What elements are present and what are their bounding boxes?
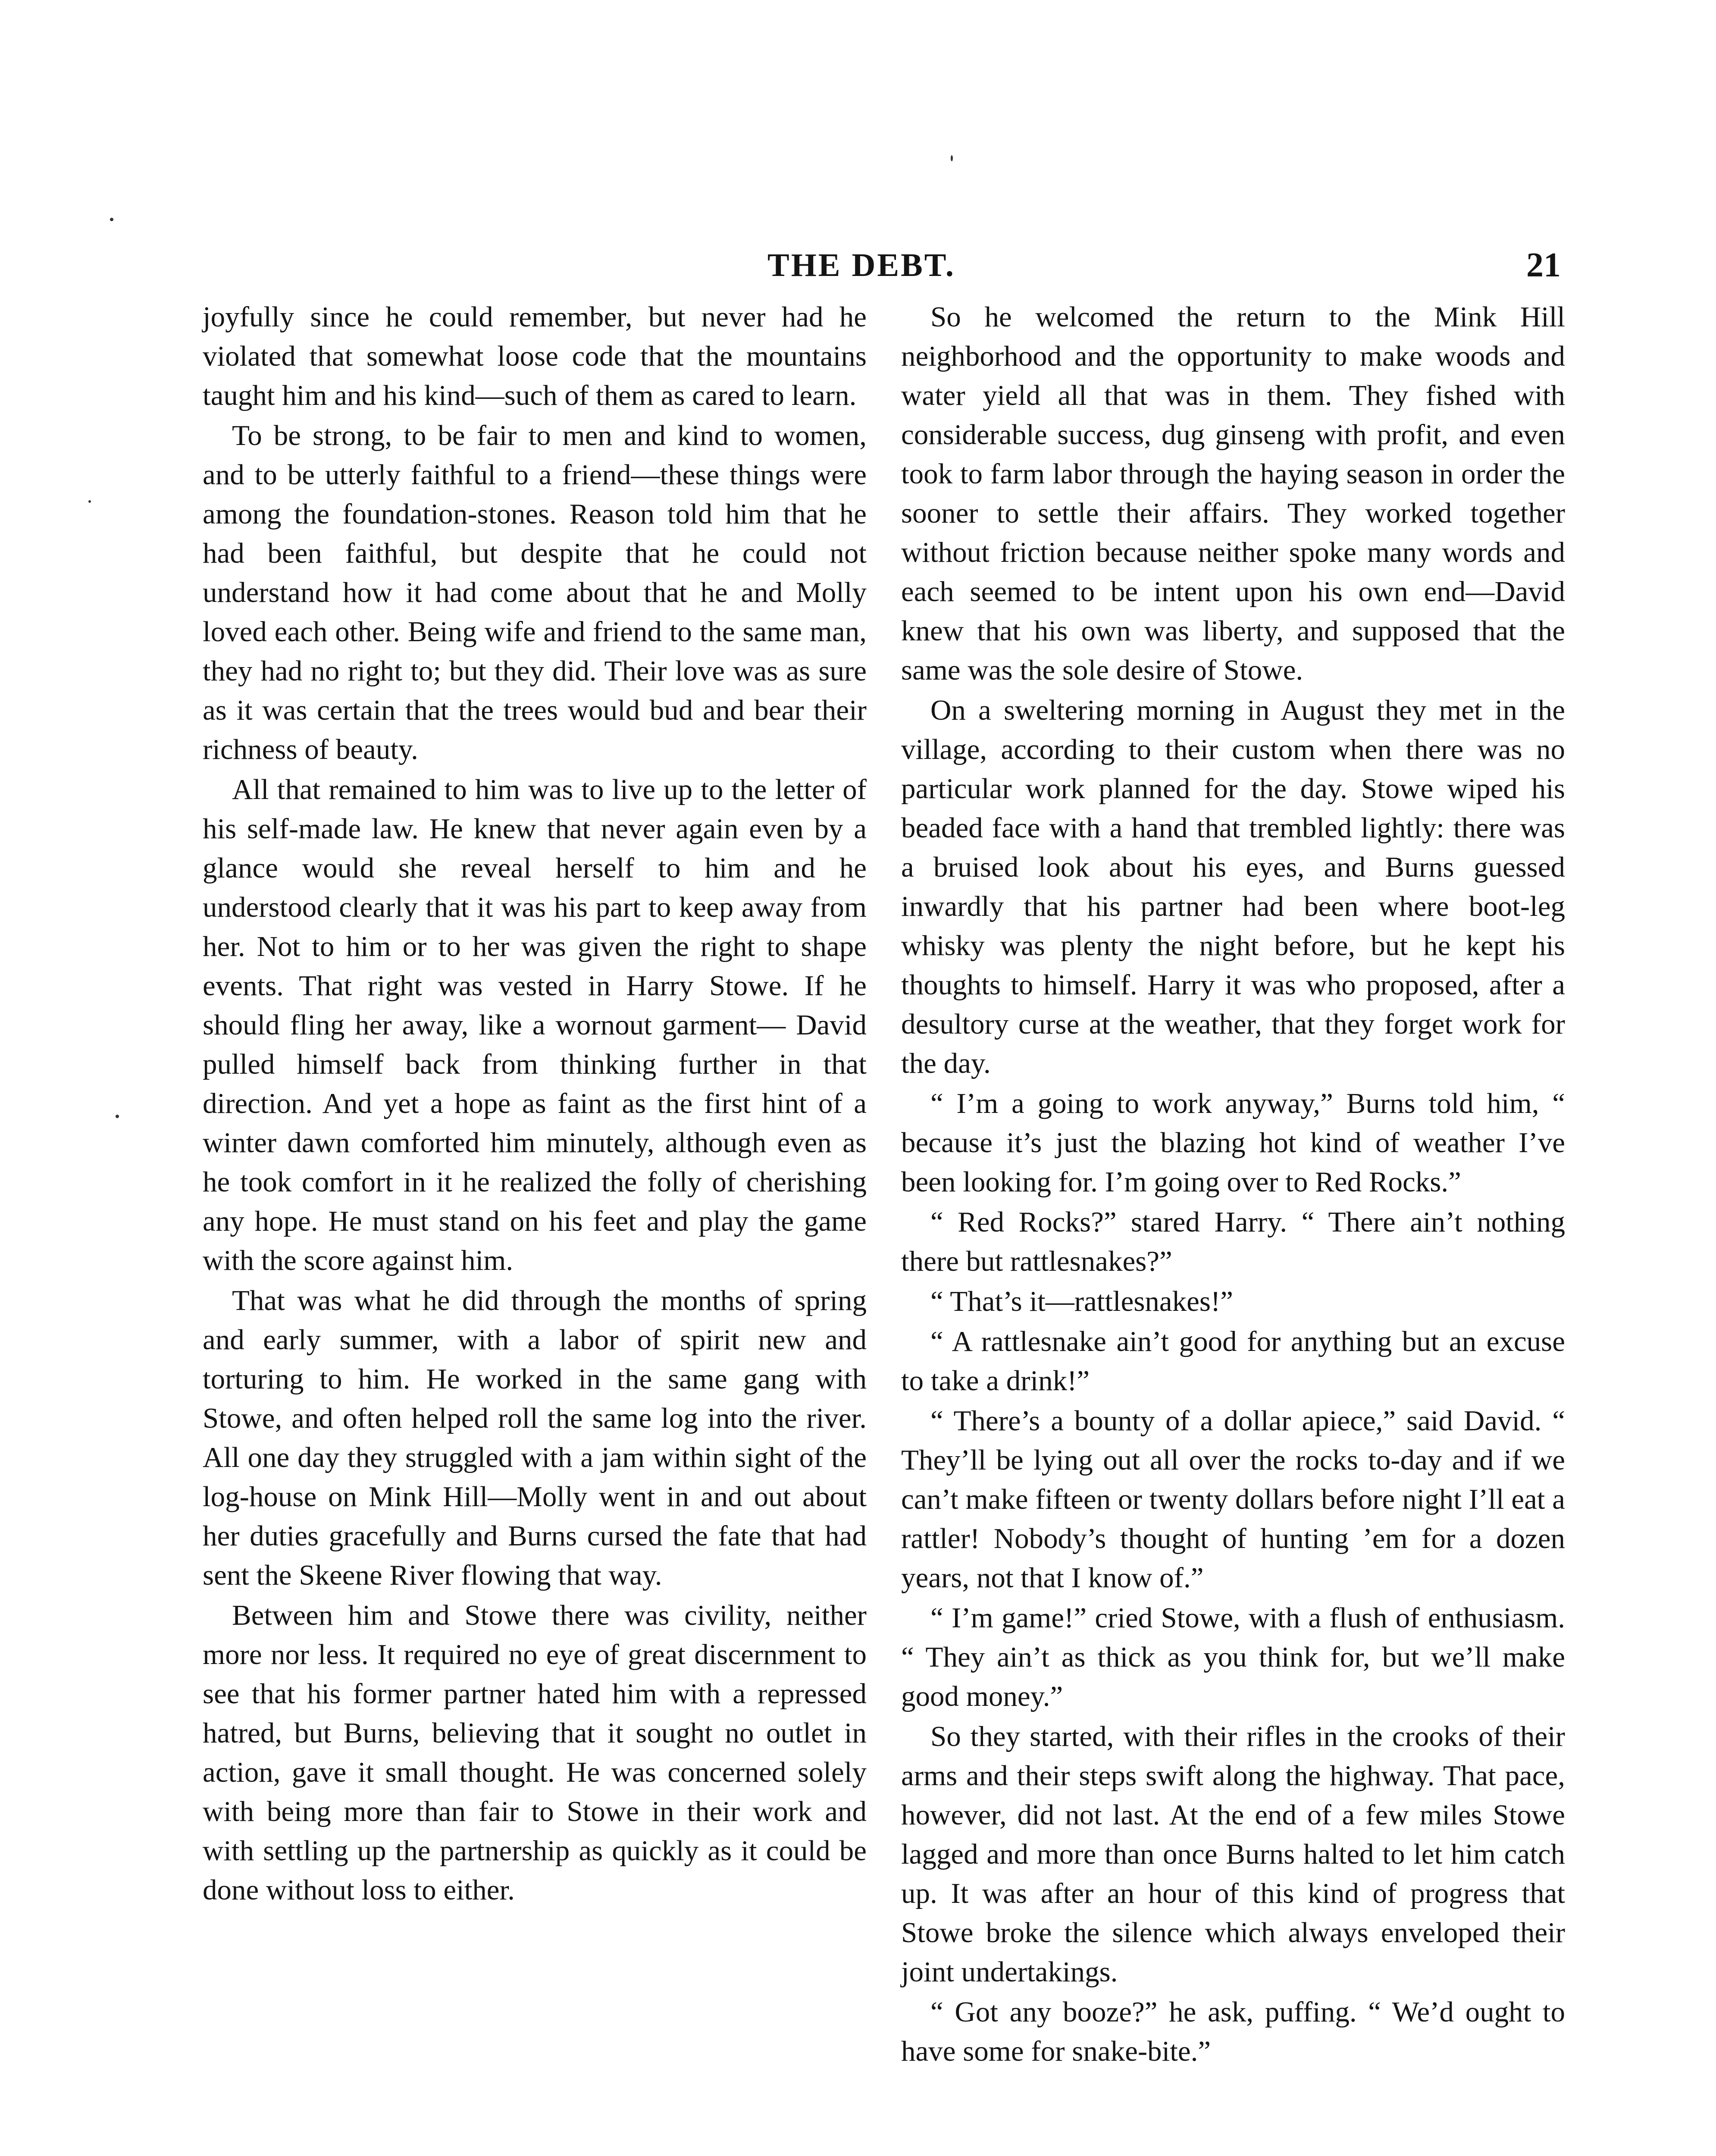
paragraph: To be strong, to be fair to men and kind to women, and to be utterly faithful to a friend—these things were among the foundation-stones. Reason told him that he had been faithful, but despite that he could not understand how it had come about that he and Molly loved each other. Being wife and friend to the same man, they had no right to; but they did. Their love was as sure as it was certain that the trees would bud and bear their richness of beauty. bbox=[203, 420, 867, 765]
right-column bbox=[901, 298, 1565, 2071]
dialogue-paragraph: “ Got any booze?” he ask, puffing. “ We’d ought to have some for snake-bite.” bbox=[901, 1996, 1565, 2067]
paragraph: All that remained to him was to live up to the letter of his self-made law. He knew that never again even by a glance would she reveal herself to him and he understood clearly that it was his part to keep away from her. Not to him or to her was given the right to shape events. That right was vested in Harry Stowe. If he should fling her away, like a wornout garment— David pulled himself back from thinking further in that direction. And yet a hope as faint as the first hint of a winter dawn comforted him minutely, although even as he took comfort in it he realized the folly of cherishing any hope. He must stand on his feet and play the game with the score against him. bbox=[203, 774, 867, 1276]
dialogue-paragraph: “ That’s it—rattlesnakes!” bbox=[930, 1285, 1234, 1317]
page-header bbox=[0, 241, 1716, 289]
page-number: 21 bbox=[1526, 246, 1561, 284]
paragraph: So they started, with their rifles in the crooks of their arms and their steps swift along the highway. That pace, however, did not last. At the end of a few miles Stowe lagged and more than once Burns halted to let him catch up. It was after an hour of this kind of progress that Stowe broke the silence which always enveloped their joint undertakings. bbox=[901, 1720, 1565, 1988]
paragraph: So he welcomed the return to the Mink Hill neighborhood and the opportunity to make woods and water yield all that was in them. They fished with considerable success, dug ginseng with profit, and even took to farm labor through the haying season in order the sooner to settle their affairs. They worked together without friction because neither spoke many words and each seemed to be intent upon his own end—David knew that his own was liberty, and supposed that the same was the sole desire of Stowe. bbox=[901, 301, 1565, 686]
paragraph: That was what he did through the months of spring and early summer, with a labor of spirit new and torturing to him. He worked in the same gang with Stowe, and often helped roll the same log into the river. All one day they struggled with a jam within sight of the log-house on Mink Hill—Molly went in and out about her duties gracefully and Burns cursed the fate that had sent the Skeene River flowing that way. bbox=[203, 1285, 867, 1591]
dialogue-paragraph: “ Red Rocks?” stared Harry. “ There ain’t nothing there but rattlesnakes?” bbox=[901, 1206, 1565, 1277]
dialogue-paragraph: “ I’m game!” cried Stowe, with a flush of enthusiasm. “ They ain’t as thick as you think for, but we’ll make good money.” bbox=[901, 1602, 1565, 1712]
dialogue-paragraph: “ A rattlesnake ain’t good for anything but an excuse to take a drink!” bbox=[901, 1326, 1565, 1397]
dialogue-paragraph: “ I’m a going to work anyway,” Burns told him, “ because it’s just the blazing hot kind of weather I’ve been looking for. I’m going over to Red Rocks.” bbox=[901, 1087, 1565, 1198]
left-column bbox=[203, 298, 867, 1910]
paragraph: joyfully since he could remember, but never had he violated that somewhat loose code that the mountains taught him and his kind—such of them as cared to learn. bbox=[203, 301, 867, 411]
dialogue-paragraph: “ There’s a bounty of a dollar apiece,” said David. “ They’ll be lying out all over the rocks to-day and if we can’t make fifteen or twenty dollars before night I’ll eat a rattler! Nobody’s thought of hunting ’em for a dozen years, not that I know of.” bbox=[901, 1405, 1565, 1594]
paragraph: On a sweltering morning in August they met in the village, according to their custom when there was no particular work planned for the day. Stowe wiped his beaded face with a hand that trembled lightly: there was a bruised look about his eyes, and Burns guessed inwardly that his partner had been where boot-leg whisky was plenty the night before, but he kept his thoughts to himself. Harry it was who proposed, after a desultory curse at the weather, that they forget work for the day. bbox=[901, 694, 1565, 1079]
scan-speck bbox=[951, 155, 953, 161]
scan-speck bbox=[116, 1115, 119, 1118]
paragraph: Between him and Stowe there was civility, neither more nor less. It required no eye of great discernment to see that his former partner hated him with a repressed hatred, but Burns, believing that it sought no outlet in action, gave it small thought. He was concerned solely with being more than fair to Stowe in their work and with settling up the partnership as quickly as it could be done without loss to either. bbox=[203, 1599, 867, 1906]
scan-speck bbox=[110, 218, 113, 221]
scan-speck bbox=[88, 500, 91, 503]
running-title: THE DEBT. bbox=[767, 247, 955, 283]
